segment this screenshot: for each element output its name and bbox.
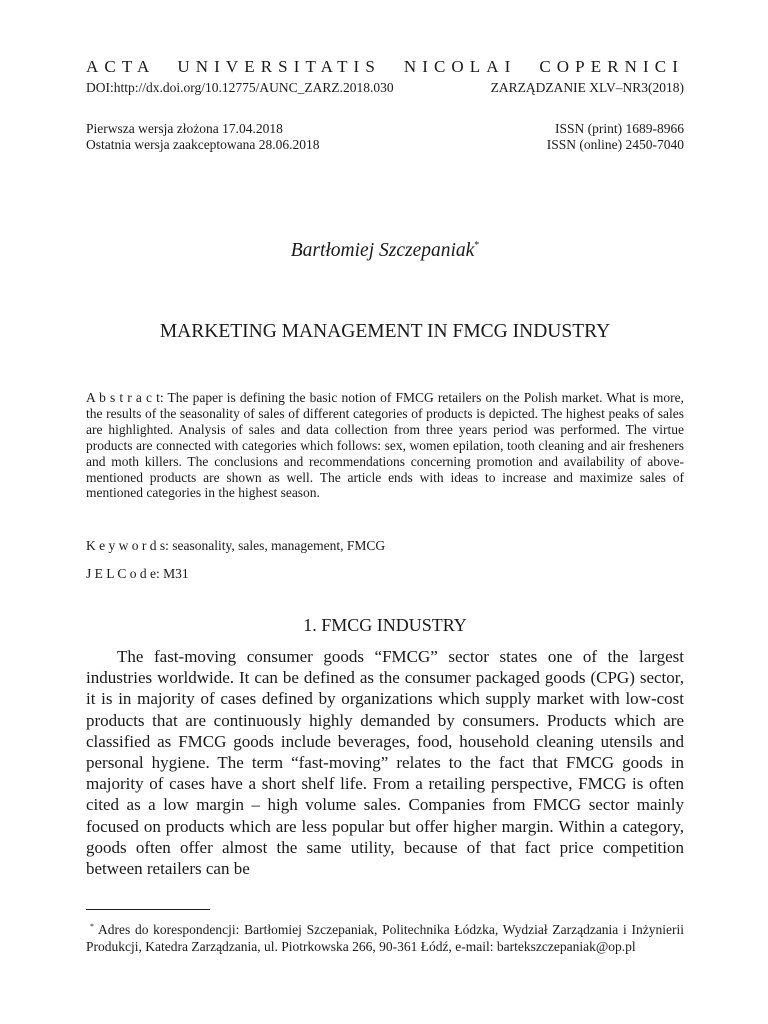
- issn-print: ISSN (print) 1689-8966: [555, 121, 684, 136]
- abstract: [86, 390, 684, 501]
- journal-series: ZARZĄDZANIE XLV–NR3(2018): [490, 80, 684, 95]
- submission-row: [86, 121, 684, 137]
- doi-link[interactable]: DOI:http://dx.doi.org/10.12775/AUNC_ZARZ.2018.030: [86, 80, 394, 95]
- footnote-text: Adres do korespondencji: Bartłomiej Szczepaniak, Politechnika Łódzka, Wydział Zarządzania i Inżynierii Produkcji, Katedra Zarządzania, ul. Piotrkowska 266, 90-361 Łódź, e-mail: bartekszczepaniak@op.pl: [86, 922, 684, 954]
- acceptance-row: [86, 137, 684, 153]
- body-paragraph: The fast-moving consumer goods “FMCG” sector states one of the largest industries worldwide. It can be defined as the consumer packaged goods (CPG) sector, it is in majority of cases defined by organizations which supply market with low-cost products that are continuously highly demanded by consumers. Products which are classified as FMCG goods include beverages, food, household cleaning utensils and personal hygiene. The term “fast-moving” relates to the fact that FMCG goods in majority of cases have a short shelf life. From a retailing perspective, FMCG is often cited as a low margin – high volume sales. Companies from FMCG sector mainly focused on products which are less popular but offer higher margin. Within a category, goods often offer almost the same utility, because of that fact price competition between retailers can be: [86, 647, 684, 879]
- paper-title: MARKETING MANAGEMENT IN FMCG INDUSTRY: [159, 321, 611, 342]
- jel-label: J E L C o d e:: [86, 566, 160, 581]
- submitted-date: Pierwsza wersja złożona 17.04.2018: [86, 121, 283, 136]
- abstract-text: The paper is defining the basic notion of FMCG retailers on the Polish market. What is more, the results of the seasonality of sales of different categories of products is depicted. The highest peaks of sales are highlighted. Analysis of sales and data collection from three years period was performed. The virtue products are connected with categories which follows: sex, women epilation, tooth cleaning and air fresheners and moth killers. The conclusions and recommendations concerning promotion and availability of above-mentioned products are shown as well. The article ends with ideas to increase and maximize sales of mentioned categories in the highest season.: [86, 390, 684, 501]
- author-footnote-marker: *: [474, 240, 480, 251]
- keywords-label: K e y w o r d s:: [86, 538, 169, 553]
- footnote-divider: [86, 909, 210, 910]
- section-heading: 1. FMCG INDUSTRY: [303, 615, 467, 635]
- keywords-text: seasonality, sales, management, FMCG: [172, 538, 386, 553]
- keywords: [86, 538, 684, 554]
- author-line: [86, 240, 684, 262]
- doi-row: [86, 80, 684, 96]
- journal-title: ACTA UNIVERSITATIS NICOLAI COPERNICI: [86, 57, 684, 76]
- footnote-marker: *: [90, 922, 94, 931]
- jel-code: [86, 566, 684, 582]
- accepted-date: Ostatnia wersja zaakceptowana 28.06.2018: [86, 137, 320, 152]
- jel-value: M31: [163, 566, 189, 581]
- issn-online: ISSN (online) 2450-7040: [546, 137, 684, 152]
- footnote: [86, 919, 684, 956]
- abstract-label: A b s t r a c t:: [86, 390, 164, 405]
- author-name: Bartłomiej Szczepaniak: [290, 240, 475, 261]
